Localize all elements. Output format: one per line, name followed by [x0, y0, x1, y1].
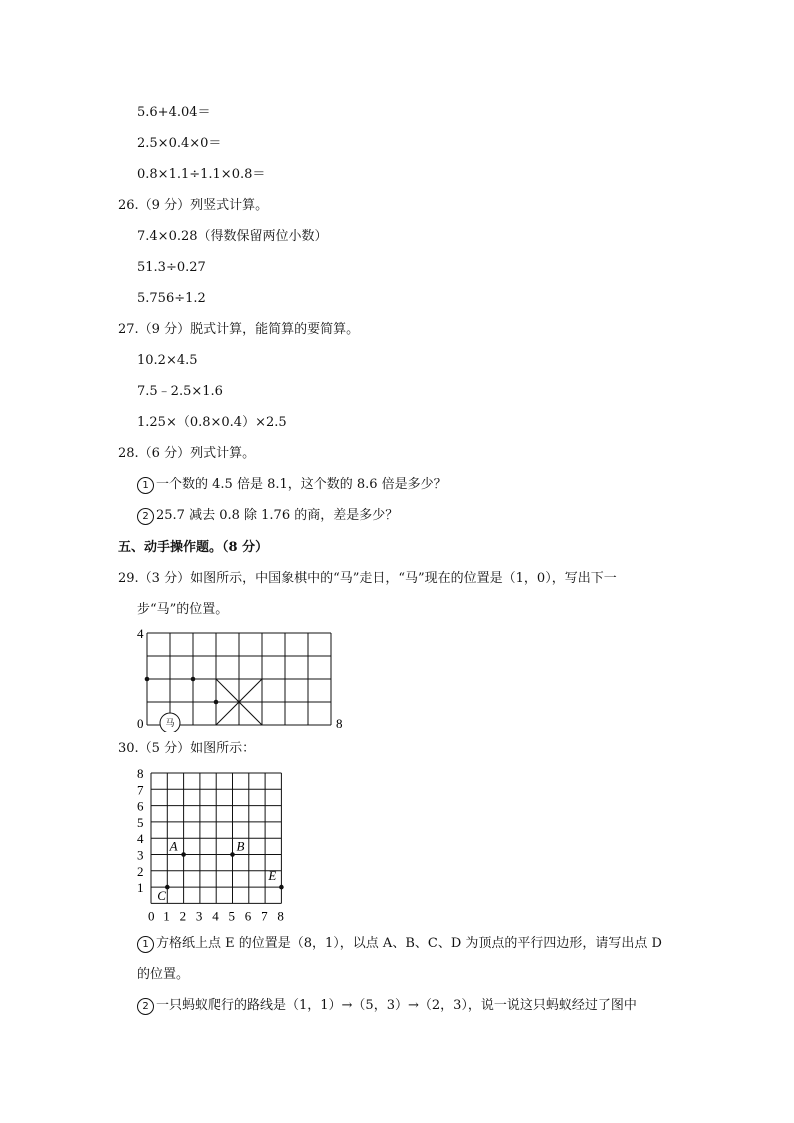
point-label-e: E — [268, 868, 277, 884]
expr-line-2: 2.5×0.4×0＝ — [137, 136, 222, 151]
question-28-part-1-text: 一个数的 4.5 倍是 8.1，这个数的 8.6 倍是多少？ — [156, 477, 447, 492]
chess-board-figure — [130, 622, 360, 732]
coordinate-grid-figure — [130, 764, 300, 924]
question-30-part-2-text: 一只蚂蚁爬行的路线是（1，1）→（5，3）→（2，3），说一说这只蚂蚁经过了图中 — [156, 998, 637, 1013]
question-30-part-1 — [137, 935, 662, 953]
y-axis-ticks — [137, 766, 144, 895]
y-tick-label: 7 — [137, 782, 144, 798]
question-26-a: 7.4×0.28（得数保留两位小数） — [137, 229, 328, 244]
question-30-part-1-cont: 的位置。 — [137, 967, 190, 982]
question-26-b: 51.3÷0.27 — [137, 260, 206, 275]
point-a — [181, 852, 186, 857]
question-30: 30.（5 分）如图所示： — [118, 741, 256, 756]
question-27-c: 1.25×（0.8×0.4）×2.5 — [137, 415, 287, 430]
y-tick-label: 2 — [137, 863, 144, 879]
question-27-b: 7.5﹣2.5×1.6 — [137, 384, 223, 399]
horse-piece-label: 马 — [165, 718, 175, 728]
circled-number-1: 1 — [137, 936, 154, 953]
x-tick-label: 6 — [244, 908, 252, 924]
question-30-part-2 — [137, 997, 637, 1015]
x-tick-label: 0 — [148, 908, 155, 924]
y-tick-label: 6 — [137, 798, 144, 814]
expr-line-1: 5.6+4.04＝ — [137, 105, 211, 120]
question-27-a: 10.2×4.5 — [137, 353, 198, 368]
point-label-a: A — [169, 838, 178, 854]
horse-piece — [160, 713, 180, 732]
y-tick-label: 3 — [137, 847, 144, 863]
chess-origin-label: 0 — [137, 716, 144, 731]
question-29-line-1: 29.（3 分）如图所示，中国象棋中的“马”走日，“马”现在的位置是（1，0），写出下一 — [118, 571, 617, 586]
point-b — [230, 852, 235, 857]
x-tick-label: 1 — [163, 908, 170, 924]
question-26-c: 5.756÷1.2 — [137, 291, 206, 306]
chess-dot — [145, 677, 150, 682]
question-27: 27.（9 分）脱式计算，能简算的要简算。 — [118, 322, 360, 337]
expr-line-3: 0.8×1.1÷1.1×0.8＝ — [137, 167, 266, 182]
chess-y-label: 4 — [137, 626, 144, 641]
point-e — [279, 885, 284, 890]
question-28-part-2-text: 25.7 减去 0.8 除 1.76 的商，差是多少？ — [156, 508, 399, 523]
chess-dots — [145, 677, 219, 705]
chess-x-label: 8 — [336, 716, 343, 731]
question-29-line-2: 步“马”的位置。 — [137, 602, 229, 617]
question-28-part-1 — [137, 476, 447, 494]
y-tick-label: 1 — [137, 880, 144, 896]
question-28: 28.（6 分）列式计算。 — [118, 446, 256, 461]
circled-number-2: 2 — [137, 508, 154, 525]
x-tick-label: 2 — [179, 908, 187, 924]
x-tick-label: 8 — [277, 908, 284, 924]
chess-dot — [214, 700, 219, 705]
circled-number-1: 1 — [137, 477, 154, 494]
circled-number-2: 2 — [137, 998, 154, 1015]
chess-grid — [147, 633, 331, 725]
y-tick-label: 4 — [137, 831, 144, 847]
x-tick-label: 7 — [261, 908, 268, 924]
y-tick-label: 5 — [137, 814, 144, 830]
point-label-b: B — [236, 838, 245, 854]
question-30-part-1-text: 方格纸上点 E 的位置是（8，1），以点 A、B、C、D 为顶点的平行四边形，请写出点 D — [156, 936, 662, 951]
question-28-part-2 — [137, 507, 398, 525]
question-26: 26.（9 分）列竖式计算。 — [118, 198, 269, 213]
chess-dot — [191, 677, 196, 682]
x-tick-label: 5 — [228, 908, 235, 924]
x-axis-ticks — [148, 908, 284, 923]
x-tick-label: 3 — [195, 908, 203, 924]
section-5-heading: 五、动手操作题。（8 分） — [118, 540, 269, 555]
x-tick-label: 4 — [212, 908, 219, 924]
y-tick-label: 8 — [137, 766, 144, 781]
point-label-c: C — [157, 888, 166, 904]
